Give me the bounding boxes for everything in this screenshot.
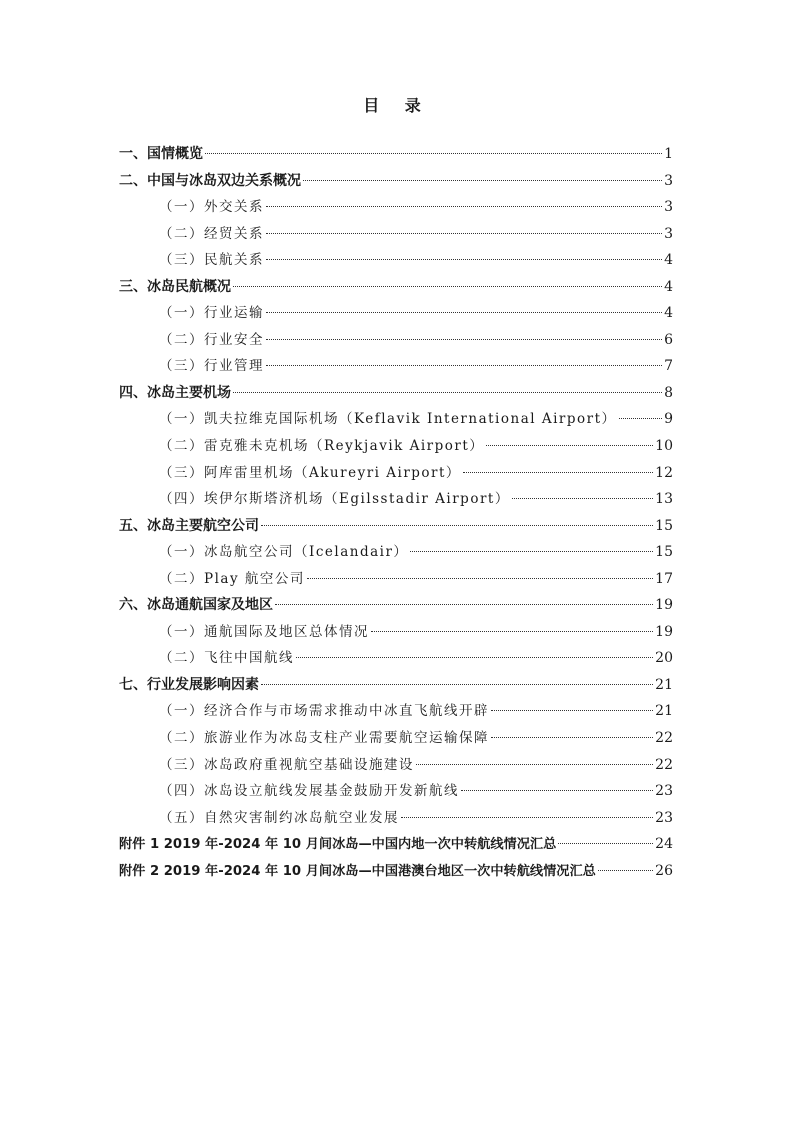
- dot-leader: [275, 604, 653, 605]
- dot-leader: [261, 525, 653, 526]
- toc-subsection-entry[interactable]: [119, 194, 673, 221]
- dot-leader: [598, 870, 653, 871]
- toc-page-number: 22: [655, 730, 673, 747]
- toc-page-number: 15: [655, 517, 673, 534]
- toc-entry-label: （一）通航国际及地区总体情况: [159, 623, 369, 640]
- toc-entry-label: （二）经贸关系: [159, 225, 264, 242]
- toc-entry-label: （二）旅游业作为冰岛支柱产业需要航空运输保障: [159, 730, 489, 747]
- toc-subsection-entry[interactable]: [119, 247, 673, 274]
- toc-subsection-entry[interactable]: [119, 752, 673, 779]
- toc-entry-label: 四、冰岛主要机场: [119, 384, 231, 401]
- toc-section-entry[interactable]: [119, 274, 673, 301]
- toc-page-number: 23: [655, 783, 673, 800]
- toc-section-entry[interactable]: [119, 141, 673, 168]
- toc-subsection-entry[interactable]: [119, 327, 673, 354]
- dot-leader: [205, 153, 662, 154]
- toc-entry-label: （二）行业安全: [159, 331, 264, 348]
- dot-leader: [491, 710, 653, 711]
- toc-entry-label: 六、冰岛通航国家及地区: [119, 597, 273, 614]
- toc-entry-label: （四）埃伊尔斯塔济机场（Egilsstadir Airport）: [159, 491, 510, 508]
- toc-page-number: 3: [664, 199, 673, 216]
- toc-entry-label: 三、冰岛民航概况: [119, 278, 231, 295]
- toc-page-number: 26: [655, 862, 673, 879]
- toc-subsection-entry[interactable]: [119, 778, 673, 805]
- dot-leader: [261, 684, 653, 685]
- toc-entry-label: （二）Play 航空公司: [159, 570, 305, 587]
- toc-subsection-entry[interactable]: [119, 406, 673, 433]
- dot-leader: [416, 764, 653, 765]
- toc-entry-label: （一）凯夫拉维克国际机场（Keflavik International Airport）: [159, 411, 617, 428]
- toc-section-entry[interactable]: [119, 672, 673, 699]
- toc-appendix-entry[interactable]: [119, 858, 673, 885]
- dot-leader: [266, 365, 662, 366]
- toc-page-number: 4: [664, 305, 673, 322]
- toc-entry-label: （三）行业管理: [159, 358, 264, 375]
- toc-page-number: 3: [664, 225, 673, 242]
- dot-leader: [461, 790, 653, 791]
- toc-section-entry[interactable]: [119, 592, 673, 619]
- toc-page-number: 10: [655, 438, 673, 455]
- dot-leader: [512, 498, 653, 499]
- table-of-contents: [119, 141, 673, 884]
- toc-page-number: 23: [655, 809, 673, 826]
- toc-entry-label: 附件 1 2019 年-2024 年 10 月间冰岛—中国内地一次中转航线情况汇总: [119, 837, 557, 853]
- toc-entry-label: 一、国情概览: [119, 146, 203, 162]
- dot-leader: [410, 551, 653, 552]
- dot-leader: [233, 286, 662, 287]
- toc-subsection-entry[interactable]: [119, 433, 673, 460]
- toc-section-entry[interactable]: [119, 168, 673, 195]
- toc-page-number: 13: [655, 491, 673, 508]
- dot-leader: [463, 472, 653, 473]
- dot-leader: [619, 418, 663, 419]
- toc-entry-label: （五）自然灾害制约冰岛航空业发展: [159, 809, 399, 826]
- toc-page-number: 19: [655, 623, 673, 640]
- dot-leader: [266, 339, 662, 340]
- toc-page-number: 8: [664, 384, 673, 401]
- dot-leader: [296, 657, 653, 658]
- toc-page-number: 21: [655, 676, 673, 693]
- toc-entry-label: 附件 2 2019 年-2024 年 10 月间冰岛—中国港澳台地区一次中转航线情况汇总: [119, 863, 596, 879]
- toc-subsection-entry[interactable]: [119, 645, 673, 672]
- dot-leader: [266, 312, 662, 313]
- toc-page-number: 6: [664, 331, 673, 348]
- toc-page-number: 12: [655, 464, 673, 481]
- dot-leader: [266, 233, 662, 234]
- toc-subsection-entry[interactable]: [119, 353, 673, 380]
- toc-entry-label: （一）冰岛航空公司（Icelandair）: [159, 544, 409, 561]
- toc-page-number: 7: [664, 358, 673, 375]
- dot-leader: [266, 259, 662, 260]
- toc-page-number: 22: [655, 756, 673, 773]
- toc-entry-label: 七、行业发展影响因素: [119, 676, 259, 693]
- toc-section-entry[interactable]: [119, 513, 673, 540]
- toc-page-number: 4: [664, 278, 673, 295]
- toc-subsection-entry[interactable]: [119, 486, 673, 513]
- dot-leader: [401, 817, 653, 818]
- toc-subsection-entry[interactable]: [119, 460, 673, 487]
- toc-page-number: 20: [655, 650, 673, 667]
- toc-subsection-entry[interactable]: [119, 698, 673, 725]
- toc-entry-label: （三）民航关系: [159, 252, 264, 269]
- toc-subsection-entry[interactable]: [119, 221, 673, 248]
- toc-page-number: 15: [655, 544, 673, 561]
- toc-page-number: 19: [655, 597, 673, 614]
- dot-leader: [307, 578, 653, 579]
- toc-entry-label: 二、中国与冰岛双边关系概况: [119, 172, 301, 189]
- toc-entry-label: （一）经济合作与市场需求推动中冰直飞航线开辟: [159, 703, 489, 720]
- toc-subsection-entry[interactable]: [119, 619, 673, 646]
- dot-leader: [233, 392, 662, 393]
- dot-leader: [558, 843, 653, 844]
- toc-subsection-entry[interactable]: [119, 805, 673, 832]
- dot-leader: [491, 737, 653, 738]
- toc-subsection-entry[interactable]: [119, 725, 673, 752]
- toc-page-number: 9: [664, 411, 673, 428]
- toc-section-entry[interactable]: [119, 380, 673, 407]
- dot-leader: [266, 206, 662, 207]
- dot-leader: [303, 180, 662, 181]
- dot-leader: [486, 445, 653, 446]
- toc-entry-label: （一）外交关系: [159, 199, 264, 216]
- toc-subsection-entry[interactable]: [119, 539, 673, 566]
- toc-page-number: 4: [664, 252, 673, 269]
- toc-appendix-entry[interactable]: [119, 831, 673, 858]
- toc-page-number: 1: [664, 146, 673, 162]
- dot-leader: [371, 631, 653, 632]
- toc-entry-label: （三）阿库雷里机场（Akureyri Airport）: [159, 464, 461, 481]
- toc-entry-label: 五、冰岛主要航空公司: [119, 517, 259, 534]
- toc-subsection-entry[interactable]: [119, 566, 673, 593]
- toc-entry-label: （三）冰岛政府重视航空基础设施建设: [159, 756, 414, 773]
- toc-page-number: 3: [664, 172, 673, 189]
- toc-entry-label: （一）行业运输: [159, 305, 264, 322]
- page-title: 目 录: [363, 96, 431, 115]
- toc-page-number: 24: [655, 836, 673, 853]
- toc-subsection-entry[interactable]: [119, 300, 673, 327]
- toc-page-number: 21: [655, 703, 673, 720]
- toc-page-number: 17: [655, 570, 673, 587]
- toc-entry-label: （四）冰岛设立航线发展基金鼓励开发新航线: [159, 783, 459, 800]
- toc-entry-label: （二）飞往中国航线: [159, 650, 294, 667]
- toc-entry-label: （二）雷克雅未克机场（Reykjavik Airport）: [159, 438, 485, 455]
